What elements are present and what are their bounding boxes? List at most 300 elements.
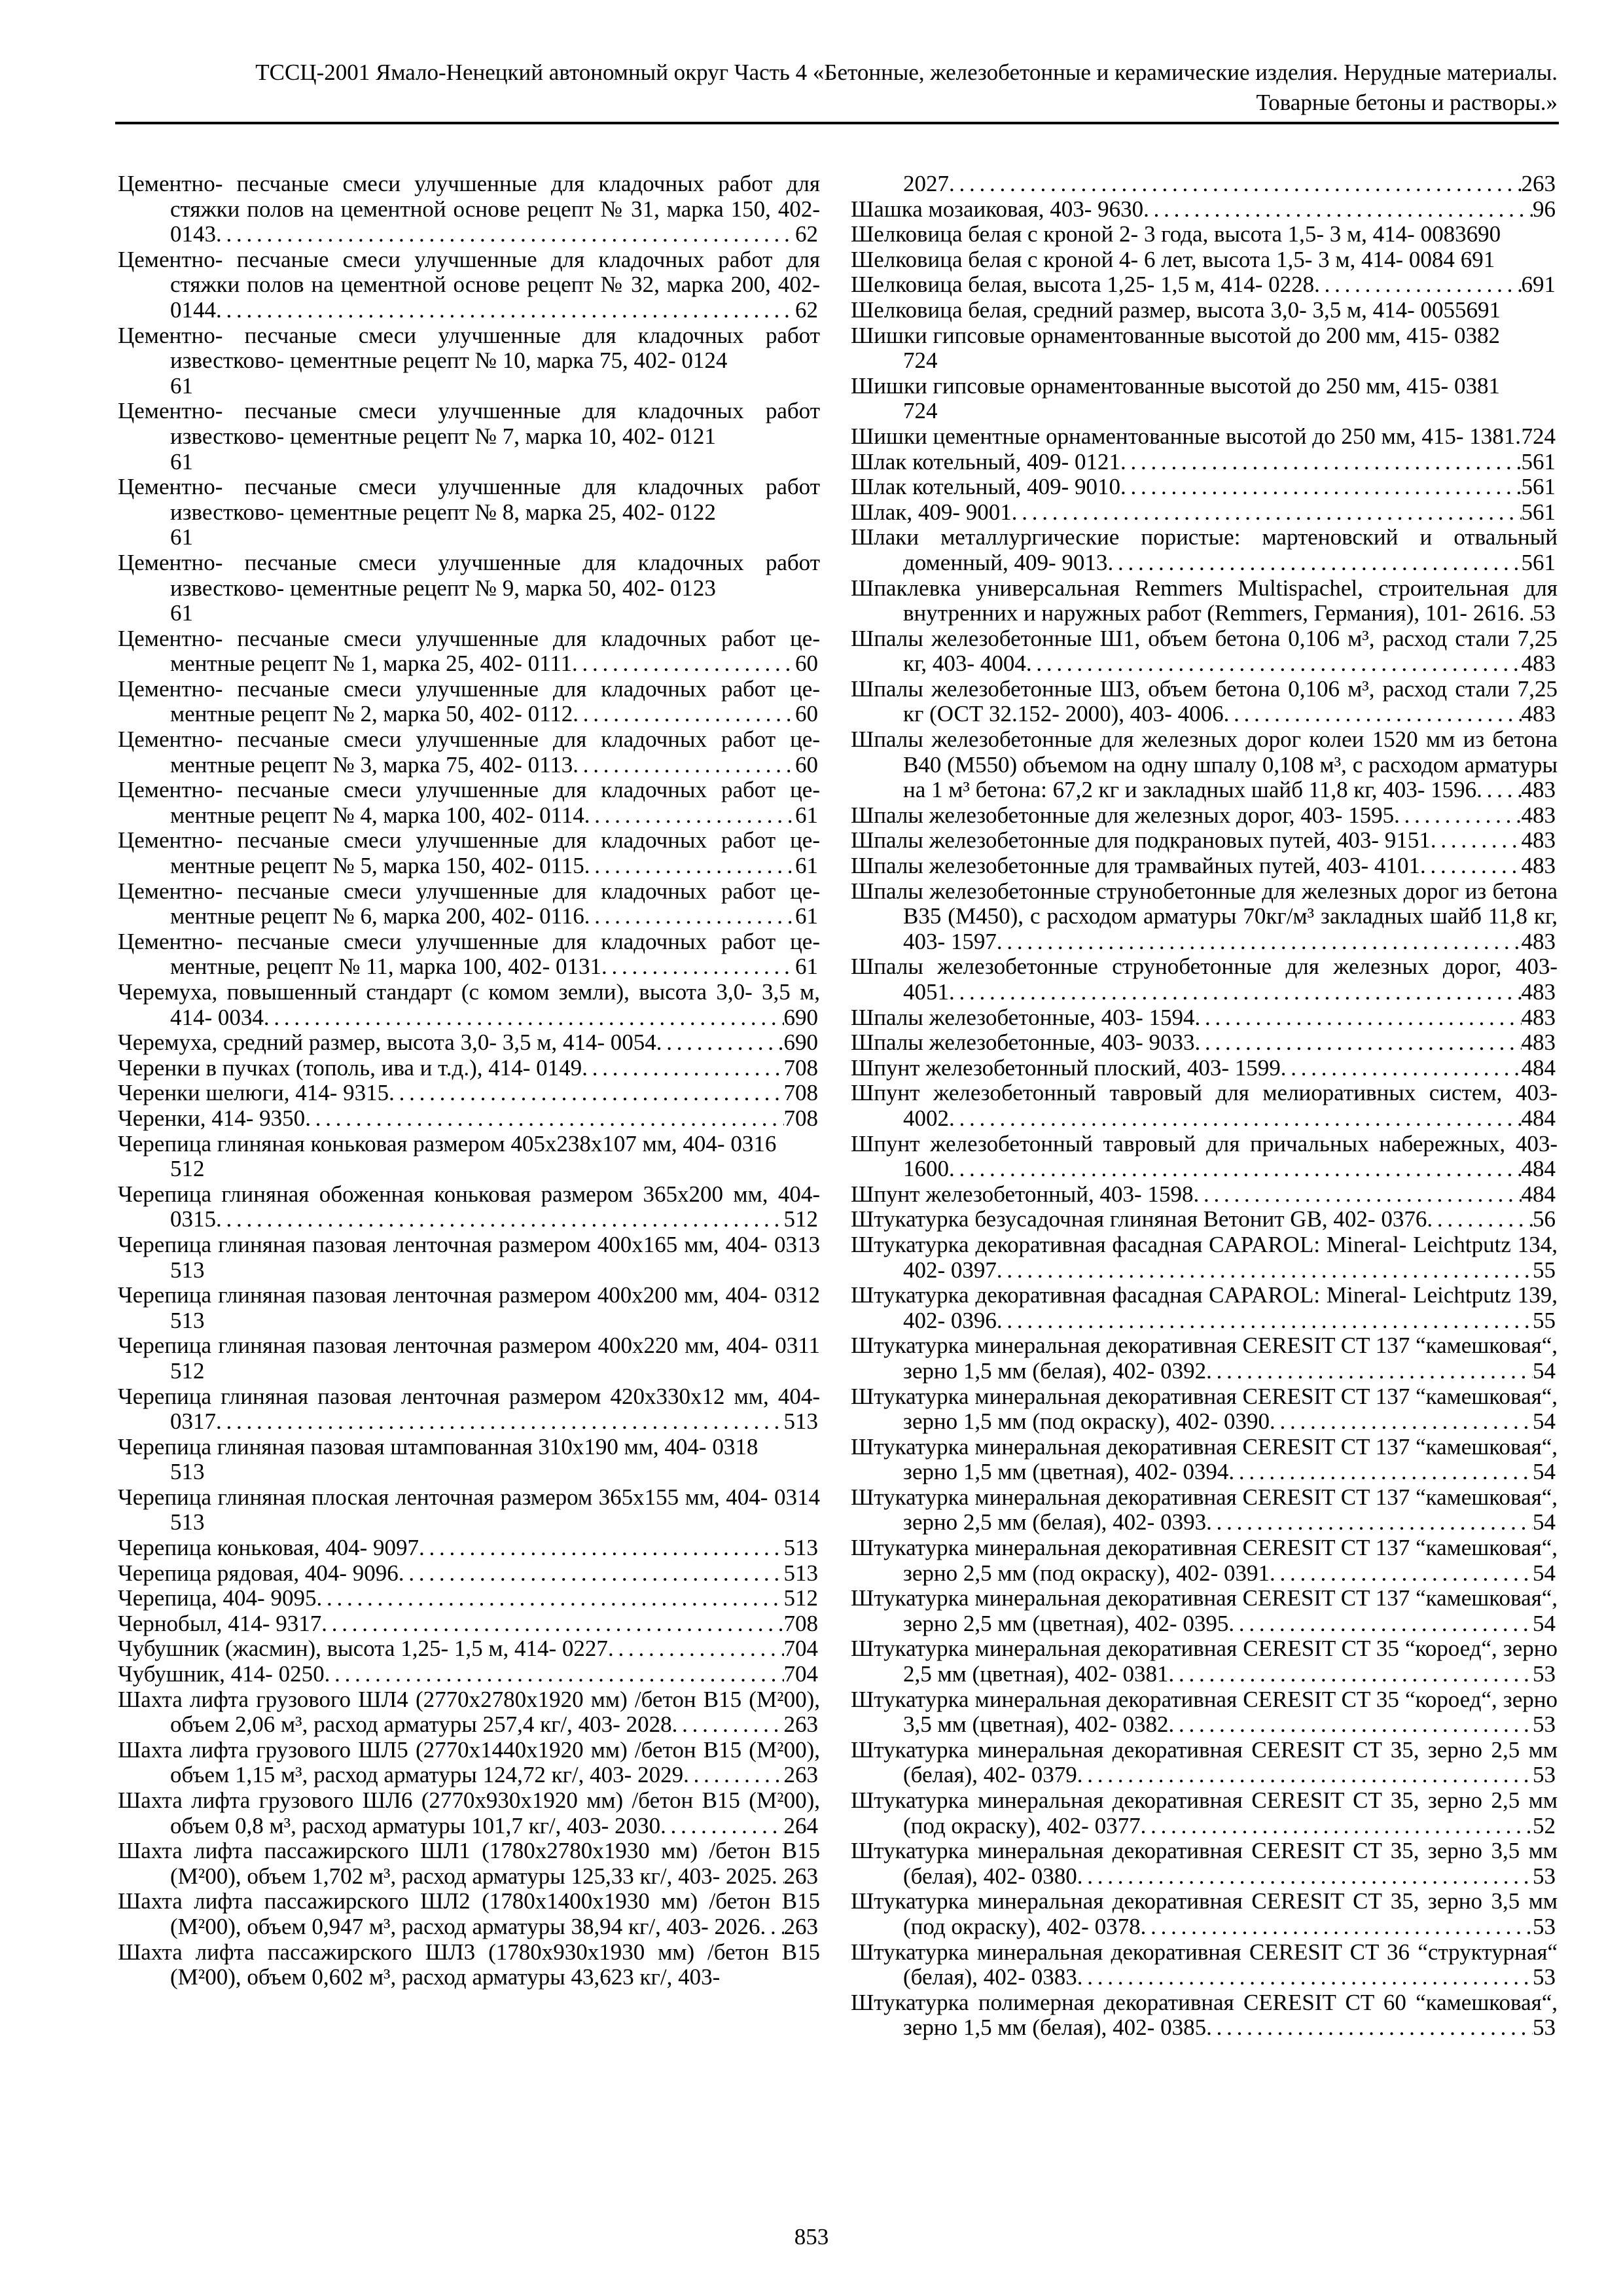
index-entry xyxy=(118,929,820,980)
entry-text: Шелковица белая, высота 1,25- 1,5 м, 414- 0228 xyxy=(851,272,1315,298)
dot-leader xyxy=(656,1030,784,1056)
dot-leader xyxy=(1120,475,1522,500)
dot-leader xyxy=(1515,424,1521,450)
entry-page-number: 708 xyxy=(783,1105,818,1131)
entry-text: Черенки шелюги, 414- 9315 xyxy=(118,1080,389,1106)
index-entry xyxy=(851,1940,1558,1990)
entry-page-number: 484 xyxy=(1521,1181,1556,1207)
entry-page-number: 263 xyxy=(783,1913,818,1939)
entry-page-number: 263 xyxy=(783,1762,818,1788)
entry-text: Шпалы железобетонные струнобетонные для железных дорог из бетона В35 (М450), с расходом арматуры 70кг/м³ закладных шайб 11,8 кг, 403- 1597 xyxy=(851,878,1558,954)
entry-text: Черенки, 414- 9350 xyxy=(118,1105,306,1131)
index-entry xyxy=(851,1889,1558,1939)
index-entry xyxy=(851,475,1558,500)
dot-leader xyxy=(399,1561,784,1587)
dot-leader xyxy=(1169,1662,1533,1687)
entry-page-number: 483 xyxy=(1521,853,1556,879)
entry-page-number: 561 xyxy=(1521,448,1556,475)
dot-leader xyxy=(264,1005,784,1031)
entry-page-number: 54 xyxy=(1533,1509,1556,1535)
entry-page-number: 708 xyxy=(783,1080,818,1106)
entry-text: Штукатурка минеральная декоративная CERESIT CT 35 “короед“, зерно 2,5 мм (цветная), 402- 0381 xyxy=(851,1636,1558,1687)
entry-page-number: 54 xyxy=(1533,1408,1556,1435)
entry-page-number: 96 xyxy=(1533,196,1556,222)
dot-leader xyxy=(1270,1409,1533,1435)
entry-text: Штукатурка минеральная декоративная CERESIT CT 137 “камешковая“, зерно 2,5 мм (белая), 402- 0393 xyxy=(851,1484,1558,1535)
dot-leader xyxy=(1281,1056,1522,1081)
entry-text: Штукатурка минеральная декоративная CERESIT CT 35 “короед“, зерно 3,5 мм (цветная), 402- 0382 xyxy=(851,1686,1558,1738)
entry-text: Штукатурка минеральная декоративная CERESIT CT 35, зерно 3,5 мм (белая), 402- 0380 xyxy=(851,1838,1558,1889)
entry-text: Штукатурка минеральная декоративная CERESIT CT 137 “камешковая“, зерно 1,5 мм (под окраску), 402- 0390 xyxy=(851,1383,1558,1435)
dot-leader xyxy=(760,1914,784,1940)
entry-page-number: 691 xyxy=(1466,296,1501,323)
entry-text: Шпунт железобетонный тавровый для причальных набережных, 403- 1600 xyxy=(851,1130,1558,1182)
index-entry xyxy=(851,853,1558,879)
entry-text: Шпалы железобетонные для трамвайных путей, 403- 4101 xyxy=(851,853,1420,879)
index-entry xyxy=(851,1990,1558,2041)
entry-page-number: 61 xyxy=(795,853,818,879)
entry-text: Штукатурка минеральная декоративная CERESIT CT 137 “камешковая“, зерно 2,5 мм (цветная), 402- 0395 xyxy=(851,1585,1558,1636)
dot-leader xyxy=(316,1586,783,1611)
entry-page-number: 483 xyxy=(1521,827,1556,853)
dot-leader xyxy=(389,1081,783,1106)
entry-page-number: 53 xyxy=(1533,1661,1556,1687)
entry-page-number: 484 xyxy=(1521,1054,1556,1081)
entry-page-number: 512 xyxy=(170,1156,205,1182)
entry-text: Шлак котельный, 409- 9010 xyxy=(851,474,1120,500)
dot-leader xyxy=(419,1535,783,1561)
index-entry xyxy=(118,1081,820,1106)
entry-text: Черепица рядовая, 404- 9096 xyxy=(118,1560,399,1586)
index-entry xyxy=(118,828,820,878)
entry-text: Шахта лифта грузового ШЛ4 (2770х2780х1920 мм) /бетон В15 (М²00), объем 2,06 м³, расход арматуры 257,4 кг/, 403- 2028 xyxy=(118,1686,820,1738)
entry-page-number: 55 xyxy=(1533,1257,1556,1283)
index-entry xyxy=(851,323,1558,374)
dot-leader xyxy=(305,1106,783,1132)
dot-leader xyxy=(1169,1712,1533,1738)
index-entry xyxy=(118,1030,820,1056)
dot-leader xyxy=(1026,651,1522,677)
entry-text: Штукатурка минеральная декоративная CERESIT CT 137 “камешковая“, зерно 1,5 мм (цветная), 402- 0394 xyxy=(851,1433,1558,1485)
entry-text: Черепица глиняная пазовая ленточная размером 400х220 мм, 404- 0311 xyxy=(118,1333,820,1359)
entry-text: Шашка мозаиковая, 403- 9630 xyxy=(851,196,1144,222)
running-header xyxy=(105,58,1558,118)
dot-leader xyxy=(1195,1030,1522,1056)
entry-text: Шелковица белая, средний размер, высота 3,0- 3,5 м, 414- 0055 xyxy=(851,296,1467,323)
entry-text: Шпалы железобетонные, 403- 9033 xyxy=(851,1030,1195,1056)
dot-leader xyxy=(683,1763,783,1788)
index-entry xyxy=(851,1586,1558,1636)
entry-page-number: 708 xyxy=(783,1054,818,1081)
index-entry xyxy=(118,1889,820,1939)
index-entry xyxy=(851,424,1558,450)
index-entry xyxy=(851,1005,1558,1031)
entry-text: Черенки в пучках (тополь, ива и т.д.), 414- 0149 xyxy=(118,1054,582,1081)
entry-page-number: 53 xyxy=(1533,1964,1556,1990)
index-entry xyxy=(851,1485,1558,1535)
dot-leader xyxy=(584,853,795,879)
dot-leader xyxy=(216,222,795,247)
index-entry xyxy=(851,525,1558,575)
dot-leader xyxy=(321,1611,783,1637)
entry-page-number: 263 xyxy=(783,1712,818,1738)
index-entry xyxy=(118,1561,820,1587)
entry-text: Цементно- песчаные смеси улучшенные для кладочных работ цементные рецепт № 4, марка 100, 402- 0114 xyxy=(118,777,820,828)
index-entry xyxy=(118,727,820,778)
dot-leader xyxy=(1141,1814,1533,1839)
entry-text: Шпалы железобетонные Ш1, объем бетона 0,106 м³, расход стали 7,25 кг, 403- 4004 xyxy=(851,625,1558,677)
entry-page-number: 513 xyxy=(170,1257,205,1283)
entry-page-number: 513 xyxy=(170,1459,205,1485)
index-entry xyxy=(851,222,1558,247)
dot-leader xyxy=(1228,1611,1533,1637)
header-rule xyxy=(115,122,1559,124)
index-entry xyxy=(851,1788,1558,1839)
index-entry xyxy=(851,1333,1558,1384)
entry-page-number: 691 xyxy=(1521,272,1556,298)
dot-leader xyxy=(1195,1005,1522,1031)
entry-text: Шпунт железобетонный, 403- 1598 xyxy=(851,1181,1194,1207)
entry-page-number: 513 xyxy=(170,1307,205,1333)
index-entry xyxy=(851,1839,1558,1889)
entry-text: Шпалы железобетонные для подкрановых путей, 403- 9151 xyxy=(851,827,1431,853)
entry-text: Черепица, 404- 9095 xyxy=(118,1585,317,1611)
index-entry xyxy=(118,1839,820,1889)
dot-leader xyxy=(1143,197,1533,223)
entry-page-number: 54 xyxy=(1533,1357,1556,1384)
dot-leader xyxy=(1012,500,1522,526)
index-entry xyxy=(118,399,820,475)
dot-leader xyxy=(997,1308,1533,1334)
index-entry xyxy=(851,1030,1558,1056)
entry-text: Шахта лифта пассажирского ШЛ3 (1780х930х1930 мм) /бетон В15 (М²00), объем 0,602 м³, расход арматуры 43,623 кг/, 403- xyxy=(118,1939,820,1990)
entry-page-number: 61 xyxy=(795,954,818,980)
entry-page-number: 61 xyxy=(170,372,193,399)
entry-page-number: 55 xyxy=(1533,1307,1556,1333)
dot-leader xyxy=(1427,1207,1533,1232)
index-entry xyxy=(118,1535,820,1561)
dot-leader xyxy=(660,1814,783,1839)
index-entry xyxy=(118,1182,820,1232)
entry-text: Цементно- песчаные смеси улучшенные для кладочных работ известково- цементные рецепт № 7, марка 10, 402- 0121 xyxy=(118,398,820,449)
index-entry xyxy=(851,374,1558,424)
entry-text: Шахта лифта пассажирского ШЛ1 (1780х2780х1930 мм) /бетон В15 (М²00), объем 1,702 м³, расход арматуры 125,33 кг/, 403- 2025 xyxy=(118,1838,820,1889)
entry-text: Шпалы железобетонные, 403- 1594 xyxy=(851,1004,1195,1030)
entry-text: Шпалы железобетонные Ш3, объем бетона 0,106 м³, расход стали 7,25 кг (ОСТ 32.152- 2000), 403- 4006 xyxy=(851,675,1558,727)
entry-text: Черепица коньковая, 404- 9097 xyxy=(118,1535,419,1561)
entry-page-number: 704 xyxy=(783,1636,818,1662)
dot-leader xyxy=(1077,1763,1533,1788)
index-entry xyxy=(851,1636,1558,1687)
entry-page-number: 513 xyxy=(783,1535,818,1561)
entry-page-number: 483 xyxy=(1521,701,1556,727)
entry-text: Штукатурка декоративная фасадная CAPAROL: Mineral- Leichtputz 134, 402- 0397 xyxy=(851,1231,1558,1283)
entry-page-number: 483 xyxy=(1521,1030,1556,1056)
entry-text: Чернобыл, 414- 9317 xyxy=(118,1610,322,1636)
index-entry xyxy=(118,1636,820,1662)
index-entry xyxy=(851,1738,1558,1788)
entry-text: Штукатурка минеральная декоративная CERESIT CT 137 “камешковая“, зерно 2,5 мм (под окраску), 402- 0391 xyxy=(851,1535,1558,1586)
entry-text: Цементно- песчаные смеси улучшенные для кладочных работ цементные рецепт № 3, марка 75, 402- 0113 xyxy=(118,726,820,778)
entry-text: Шишки гипсовые орнаментованные высотой до 200 мм, 415- 0382 xyxy=(851,322,1500,348)
index-entry xyxy=(851,1232,1558,1283)
dot-leader xyxy=(1224,702,1522,727)
entry-text: Шишки цементные орнаментованные высотой до 250 мм, 415- 1381 xyxy=(851,423,1516,449)
entry-text: Шелковица белая с кроной 2- 3 года, высота 1,5- 3 м, 414- 0083 xyxy=(851,221,1467,247)
index-entry xyxy=(118,1232,820,1283)
entry-page-number: 512 xyxy=(783,1585,818,1611)
entry-page-number: 60 xyxy=(795,751,818,778)
dot-leader xyxy=(1141,1914,1533,1940)
dot-leader xyxy=(582,1056,783,1081)
index-entry xyxy=(118,171,820,247)
entry-text: Черепица глиняная коньковая размером 405х238х107 мм, 404- 0316 xyxy=(118,1130,777,1157)
entry-text: Черемуха, повышенный стандарт (с комом земли), высота 3,0- 3,5 м, 414- 0034 xyxy=(118,979,820,1030)
entry-text: Шлак, 409- 9001 xyxy=(851,499,1012,525)
index-entry xyxy=(118,778,820,828)
entry-text: Цементно- песчаные смеси улучшенные для кладочных работ известково- цементные рецепт № 10, марка 75, 402- 0124 xyxy=(118,322,820,374)
dot-leader xyxy=(997,1258,1533,1283)
entry-text: Шахта лифта пассажирского ШЛ2 (1780х1400х1930 мм) /бетон В15 (М²00), объем 0,947 м³, расход арматуры 38,94 кг/, 403- 2026 xyxy=(118,1888,820,1939)
entry-page-number: 704 xyxy=(783,1661,818,1687)
index-entry xyxy=(851,1132,1558,1182)
dot-leader xyxy=(949,1106,1522,1132)
dot-leader xyxy=(949,171,1522,197)
entry-page-number: 53 xyxy=(1533,1863,1556,1889)
entry-text: Шишки гипсовые орнаментованные высотой до 250 мм, 415- 0381 xyxy=(851,372,1500,399)
dot-leader xyxy=(216,298,795,323)
index-entry xyxy=(851,272,1558,298)
entry-page-number: 513 xyxy=(170,1509,205,1535)
index-entry xyxy=(851,1384,1558,1435)
entry-text: Шпунт железобетонный плоский, 403- 1599 xyxy=(851,1054,1281,1081)
dot-leader xyxy=(1394,803,1521,829)
entry-page-number: 484 xyxy=(1521,1156,1556,1182)
entry-text: Цементно- песчаные смеси улучшенные для кладочных работ цементные рецепт № 1, марка 25, 402- 0111 xyxy=(118,625,820,677)
index-entry xyxy=(851,828,1558,853)
dot-leader xyxy=(949,980,1522,1005)
index-entry xyxy=(851,677,1558,727)
index-column-right xyxy=(851,171,1558,2041)
entry-page-number: 561 xyxy=(1521,474,1556,500)
dot-leader xyxy=(572,651,795,677)
header-line-2: Товарные бетоны и растворы.» xyxy=(1256,90,1558,115)
dot-leader xyxy=(584,904,795,929)
dot-leader xyxy=(1270,1561,1533,1587)
index-entry xyxy=(118,1283,820,1333)
entry-page-number: 62 xyxy=(795,221,818,247)
entry-page-number: 483 xyxy=(1521,651,1556,677)
entry-page-number: 61 xyxy=(795,802,818,828)
entry-text: Цементно- песчаные смеси улучшенные для кладочных работ для стяжки полов на цементной основе рецепт № 32, марка 200, 402- 0144 xyxy=(118,246,820,323)
entry-page-number: 60 xyxy=(795,651,818,677)
header-line-1: ТССЦ-2001 Ямало-Ненецкий автономный округ Часть 4 «Бетонные, железобетонные и керамические изделия. Нерудные материалы. xyxy=(255,60,1558,85)
entry-text: Штукатурка минеральная декоративная CERESIT CT 35, зерно 3,5 мм (под окраску), 402- 0378 xyxy=(851,1888,1558,1939)
index-entry xyxy=(118,1056,820,1081)
entry-text: Цементно- песчаные смеси улучшенные для кладочных работ цементные рецепт № 5, марка 150, 402- 0115 xyxy=(118,827,820,879)
entry-page-number: 263 xyxy=(1521,171,1556,196)
entry-page-number: 690 xyxy=(783,1004,818,1030)
entry-text: Шахта лифта грузового ШЛ5 (2770х1440х1920 мм) /бетон В15 (М²00), объем 1,15 м³, расход арматуры 124,72 кг/, 403- 2029 xyxy=(118,1736,820,1788)
index-entry xyxy=(118,1106,820,1132)
entry-page-number: 61 xyxy=(795,903,818,929)
entry-page-number: 56 xyxy=(1533,1206,1556,1232)
index-entry xyxy=(851,500,1558,526)
entry-page-number: 513 xyxy=(783,1408,818,1435)
dot-leader xyxy=(1077,1864,1533,1890)
entry-text: Штукатурка декоративная фасадная CAPAROL: Mineral- Leichtputz 139, 402- 0396 xyxy=(851,1282,1558,1333)
entry-page-number: 561 xyxy=(1521,549,1556,575)
entry-text: Шпалы железобетонные для железных дорог колеи 1520 мм из бетона В40 (М550) объемом на одну шпалу 0,108 м³, с расходом арматуры на 1 м³ бетона: 67,2 кг и закладных шайб 11,8 кг, 403- 1596 xyxy=(851,726,1558,803)
dot-leader xyxy=(216,1409,784,1435)
entry-text: Цементно- песчаные смеси улучшенные для кладочных работ цементные рецепт № 6, марка 200, 402- 0116 xyxy=(118,878,820,929)
index-entry xyxy=(851,879,1558,955)
entry-text: Черемуха, средний размер, высота 3,0- 3,5 м, 414- 0054 xyxy=(118,1030,656,1056)
index-entry xyxy=(118,980,820,1030)
entry-text: Штукатурка минеральная декоративная CERESIT CT 137 “камешковая“, зерно 1,5 мм (белая), 402- 0392 xyxy=(851,1333,1558,1384)
entry-text: Шпалы железобетонные струнобетонные для железных дорог, 403- 4051 xyxy=(851,954,1558,1005)
entry-text: Штукатурка минеральная декоративная CERESIT CT 35, зерно 2,5 мм (под окраску), 402- 0377 xyxy=(851,1787,1558,1839)
index-entry xyxy=(851,1535,1558,1586)
entry-text: Черепица глиняная пазовая ленточная размером 400х200 мм, 404- 0312 xyxy=(118,1282,820,1308)
entry-text: Черепица глиняная пазовая штампованная 310х190 мм, 404- 0318 xyxy=(118,1433,758,1460)
entry-page-number: 483 xyxy=(1521,1004,1556,1030)
index-entry xyxy=(118,475,820,550)
index-entry xyxy=(851,1182,1558,1208)
entry-page-number: 53 xyxy=(1533,1913,1556,1939)
entry-page-number: 691 xyxy=(1460,246,1495,272)
dot-leader xyxy=(601,954,795,980)
index-entry xyxy=(851,1687,1558,1738)
entry-page-number: 61 xyxy=(170,448,193,475)
index-column-left xyxy=(118,171,820,1990)
dot-leader xyxy=(584,803,795,829)
index-entry xyxy=(851,298,1558,323)
entry-text: Цементно- песчаные смеси улучшенные для кладочных работ известково- цементные рецепт № 9, марка 50, 402- 0123 xyxy=(118,549,820,601)
page-number: 853 xyxy=(794,2224,829,2250)
entry-page-number: 484 xyxy=(1521,1105,1556,1131)
entry-page-number: 512 xyxy=(170,1357,205,1384)
dot-leader xyxy=(1206,1510,1533,1535)
entry-text: Чубушник, 414- 0250 xyxy=(118,1661,325,1687)
index-entry xyxy=(851,247,1558,273)
entry-page-number: 513 xyxy=(783,1560,818,1586)
index-entry xyxy=(118,1662,820,1687)
entry-page-number: 483 xyxy=(1521,979,1556,1005)
index-entry xyxy=(851,1056,1558,1081)
dot-leader xyxy=(1107,550,1521,576)
index-entry xyxy=(118,1384,820,1435)
entry-page-number: 60 xyxy=(795,701,818,727)
entry-text: Штукатурка минеральная декоративная CERESIT CT 36 “структурная“ (белая), 402- 0383 xyxy=(851,1939,1558,1990)
entry-text: Цементно- песчаные смеси улучшенные для кладочных работ известково- цементные рецепт № 8, марка 25, 402- 0122 xyxy=(118,474,820,525)
dot-leader xyxy=(772,1864,784,1890)
index-entry xyxy=(118,247,820,323)
entry-text: Цементно- песчаные смеси улучшенные для кладочных работ для стяжки полов на цементной основе рецепт № 31, марка 150, 402- 0143 xyxy=(118,171,820,247)
dot-leader xyxy=(573,753,795,778)
dot-leader xyxy=(1519,601,1533,626)
index-entry xyxy=(118,1485,820,1535)
entry-text: Шпаклевка универсальная Remmers Multispachel, строительная для внутренних и наружных работ (Remmers, Германия), 101- 2616 xyxy=(851,575,1558,626)
dot-leader xyxy=(1193,1182,1521,1208)
entry-text: Черепица глиняная пазовая ленточная размером 400х165 мм, 404- 0313 xyxy=(118,1231,820,1257)
dot-leader xyxy=(573,702,795,727)
entry-page-number: 62 xyxy=(795,296,818,323)
entry-page-number: 483 xyxy=(1521,928,1556,954)
entry-text: Цементно- песчаные смеси улучшенные для кладочных работ цементные, рецепт № 11, марка 100, 402- 0131 xyxy=(118,928,820,980)
dot-leader xyxy=(1420,853,1522,879)
dot-leader xyxy=(216,1207,784,1232)
entry-page-number: 53 xyxy=(1533,2015,1556,2041)
index-entry xyxy=(851,1435,1558,1485)
entry-page-number: 724 xyxy=(903,398,938,424)
index-entry xyxy=(118,550,820,626)
entry-text: 2027 xyxy=(903,171,949,196)
index-entry xyxy=(851,1283,1558,1333)
entry-page-number: 708 xyxy=(783,1610,818,1636)
index-entry xyxy=(851,171,1558,197)
dot-leader xyxy=(1206,1359,1533,1384)
entry-text: Шпалы железобетонные для железных дорог, 403- 1595 xyxy=(851,802,1395,828)
dot-leader xyxy=(1228,1460,1533,1485)
entry-page-number: 53 xyxy=(1533,1712,1556,1738)
entry-page-number: 52 xyxy=(1533,1812,1556,1839)
index-entry xyxy=(851,803,1558,829)
entry-page-number: 561 xyxy=(1521,499,1556,525)
entry-text: Чубушник (жасмин), высота 1,25- 1,5 м, 414- 0227 xyxy=(118,1636,608,1662)
entry-page-number: 512 xyxy=(783,1206,818,1232)
entry-text: Штукатурка полимерная декоративная CERESIT CT 60 “камешковая“, зерно 1,5 мм (белая), 402- 0385 xyxy=(851,1989,1558,2041)
entry-text: Штукатурка минеральная декоративная CERESIT CT 35, зерно 2,5 мм (белая), 402- 0379 xyxy=(851,1736,1558,1788)
index-entry xyxy=(118,626,820,677)
dot-leader xyxy=(997,929,1522,955)
index-entry xyxy=(118,1611,820,1637)
index-entry xyxy=(118,1940,820,1990)
entry-page-number: 724 xyxy=(903,348,938,374)
dot-leader xyxy=(608,1636,784,1662)
index-entry xyxy=(118,1333,820,1384)
index-entry xyxy=(118,1738,820,1788)
index-entry xyxy=(851,626,1558,677)
entry-page-number: 53 xyxy=(1533,600,1556,626)
dot-leader xyxy=(672,1712,784,1738)
dot-leader xyxy=(949,1157,1522,1182)
index-entry xyxy=(118,323,820,399)
entry-page-number: 483 xyxy=(1521,777,1556,803)
entry-page-number: 54 xyxy=(1533,1610,1556,1636)
index-entry xyxy=(118,1435,820,1485)
entry-text: Шпунт железобетонный тавровый для мелиоративных систем, 403- 4002 xyxy=(851,1080,1558,1131)
dot-leader xyxy=(1206,2015,1533,2041)
dot-leader xyxy=(1476,778,1521,803)
entry-page-number: 61 xyxy=(170,600,193,626)
index-entry xyxy=(851,197,1558,223)
entry-page-number: 690 xyxy=(783,1030,818,1056)
index-entry xyxy=(851,727,1558,803)
index-entry xyxy=(118,1687,820,1738)
index-entry xyxy=(851,1207,1558,1232)
entry-text: Черепица глиняная обоженная коньковая размером 365х200 мм, 404- 0315 xyxy=(118,1181,820,1232)
index-entry xyxy=(118,1132,820,1182)
entry-page-number: 54 xyxy=(1533,1459,1556,1485)
entry-page-number: 483 xyxy=(1521,802,1556,828)
dot-leader xyxy=(1431,828,1522,853)
dot-leader xyxy=(1314,272,1521,298)
entry-text: Штукатурка безусадочная глиняная Ветонит GB, 402- 0376 xyxy=(851,1206,1427,1232)
dot-leader xyxy=(1120,450,1522,475)
index-entry xyxy=(851,954,1558,1005)
entry-text: Черепица глиняная плоская ленточная размером 365х155 мм, 404- 0314 xyxy=(118,1484,820,1510)
